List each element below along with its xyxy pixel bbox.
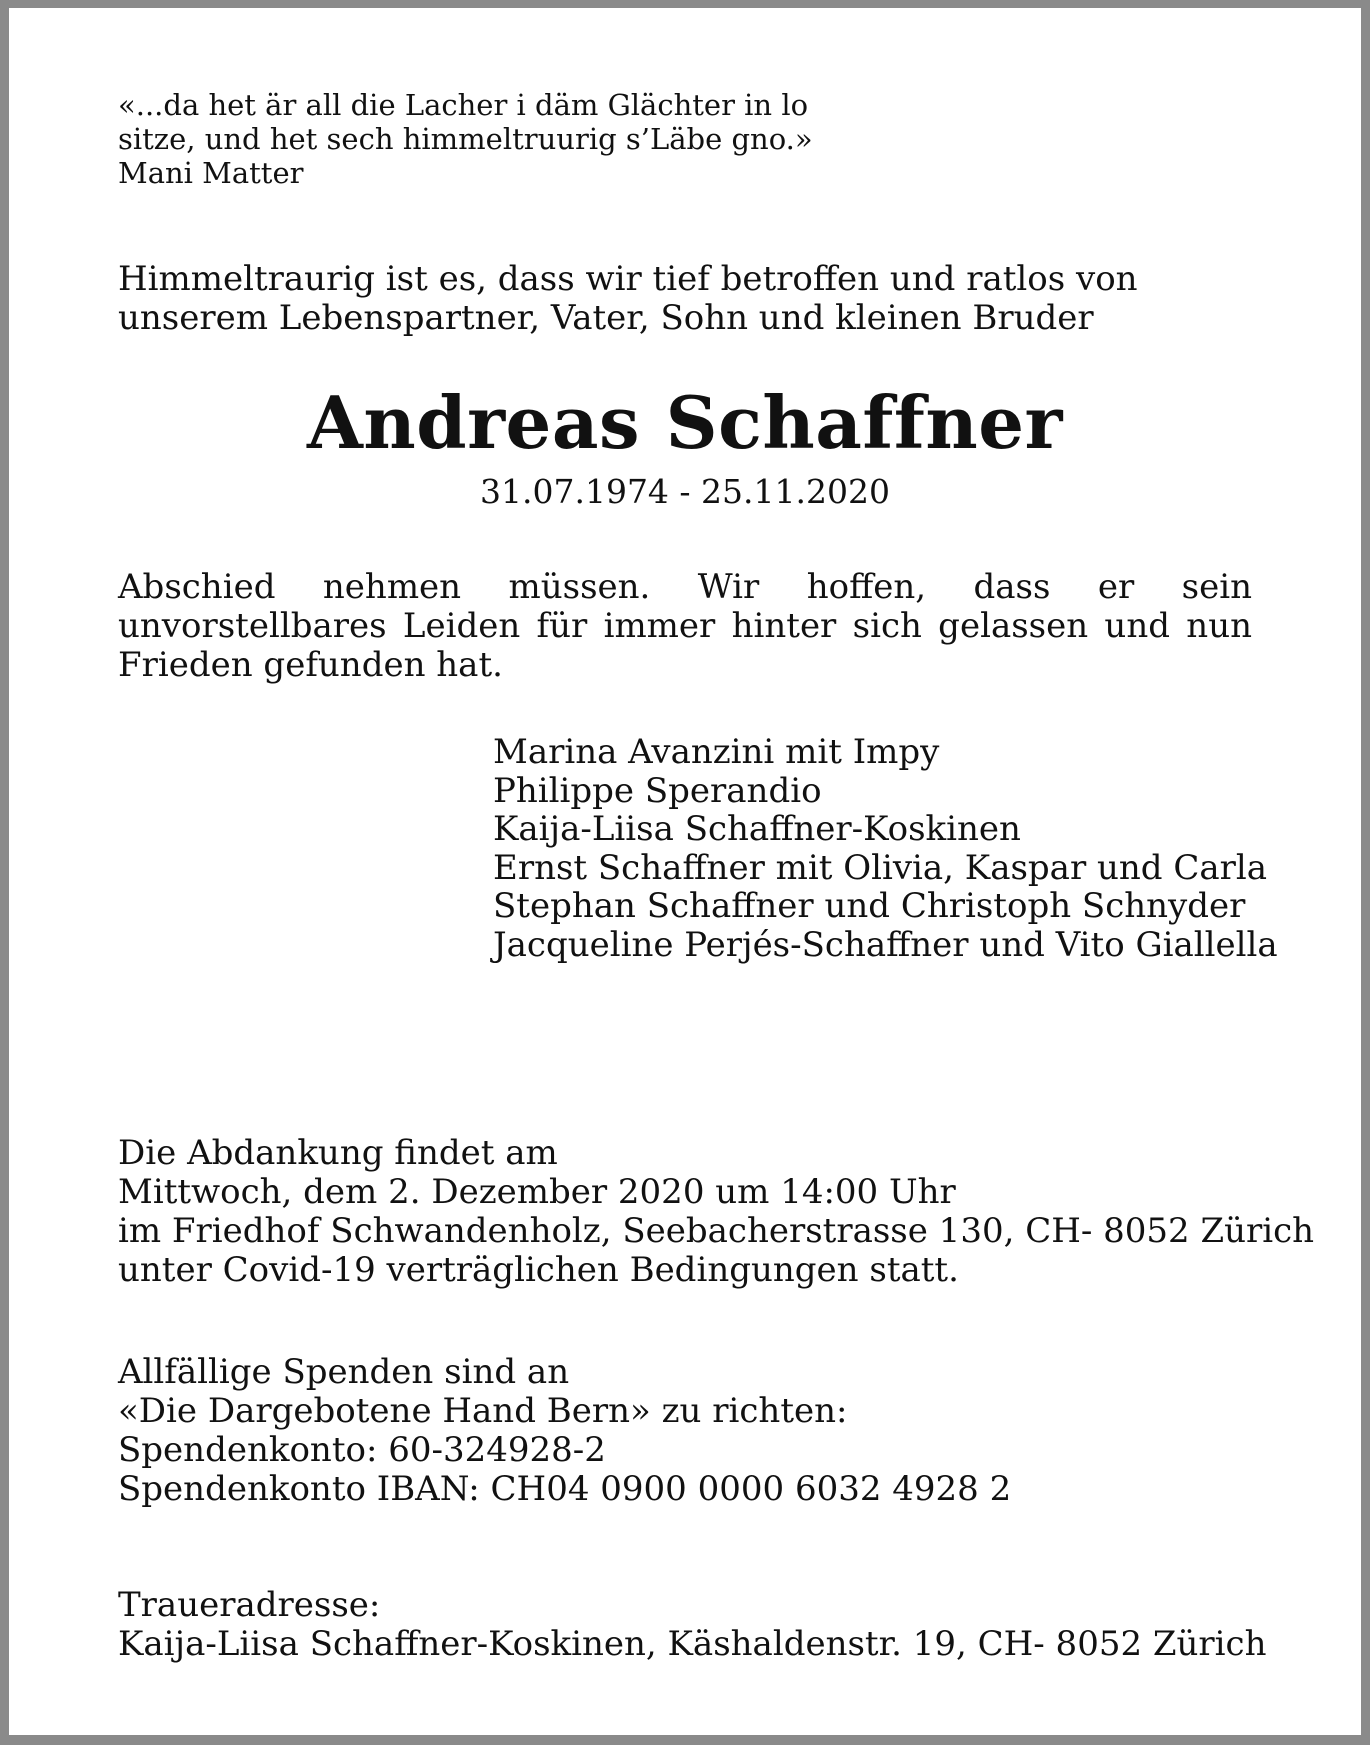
- mourner-name: Jacqueline Perjés-Schaffner und Vito Giallella: [493, 924, 1278, 965]
- mourner-name: Ernst Schaffner mit Olivia, Kaspar und Carla: [493, 847, 1268, 888]
- epigraph-quote: [118, 88, 918, 190]
- funeral-info: [118, 1133, 1315, 1290]
- mourner-name: Kaija-Liisa Schaffner-Koskinen: [493, 809, 1021, 849]
- deceased-name: Andreas Schaffner: [307, 380, 1063, 465]
- funeral-line: im Friedhof Schwandenholz, Seebacherstrasse 130, CH- 8052 Zürich: [118, 1211, 1315, 1251]
- mourner-name: Philippe Sperandio: [493, 770, 822, 811]
- quote-author: Mani Matter: [118, 156, 304, 190]
- donation-line: Spendenkonto IBAN: CH04 0900 0000 6032 4928 2: [118, 1469, 1012, 1509]
- address-label: Traueradresse:: [118, 1585, 381, 1625]
- mourners-list: [493, 733, 1293, 964]
- farewell-paragraph: Abschied nehmen müssen. Wir hoffen, dass er sein unvorstellbares Leiden für immer hinter sich gelassen und nun Frieden gefunden hat.: [118, 567, 1252, 685]
- donation-line: Spendenkonto: 60-324928-2: [118, 1430, 606, 1470]
- donation-line: «Die Dargebotene Hand Bern» zu richten:: [118, 1391, 848, 1431]
- quote-line: «...da het är all die Lacher i däm Glächter in lo: [118, 88, 809, 122]
- intro-line: Himmeltraurig ist es, dass wir tief betroffen und ratlos von: [118, 259, 1138, 299]
- funeral-line: Mittwoch, dem 2. Dezember 2020 um 14:00 Uhr: [118, 1172, 956, 1212]
- donation-line: Allfällige Spenden sind an: [118, 1352, 570, 1392]
- intro-text: [118, 260, 1258, 338]
- donation-info: [118, 1353, 1258, 1509]
- mourner-name: Marina Avanzini mit Impy: [493, 732, 940, 772]
- funeral-line: unter Covid-19 verträglichen Bedingungen statt.: [118, 1250, 959, 1290]
- mourner-name: Stephan Schaffner und Christoph Schnyder: [493, 886, 1246, 926]
- quote-line: sitze, und het sech himmeltruurig s’Läbe gno.»: [118, 122, 813, 156]
- intro-line: unserem Lebenspartner, Vater, Sohn und kleinen Bruder: [118, 298, 1094, 338]
- funeral-line: Die Abdankung findet am: [118, 1133, 558, 1173]
- life-dates: 31.07.1974 - 25.11.2020: [479, 472, 891, 511]
- address-line: Kaija-Liisa Schaffner-Koskinen, Käshaldenstr. 19, CH- 8052 Zürich: [118, 1624, 1267, 1664]
- mourning-address: [118, 1585, 1267, 1664]
